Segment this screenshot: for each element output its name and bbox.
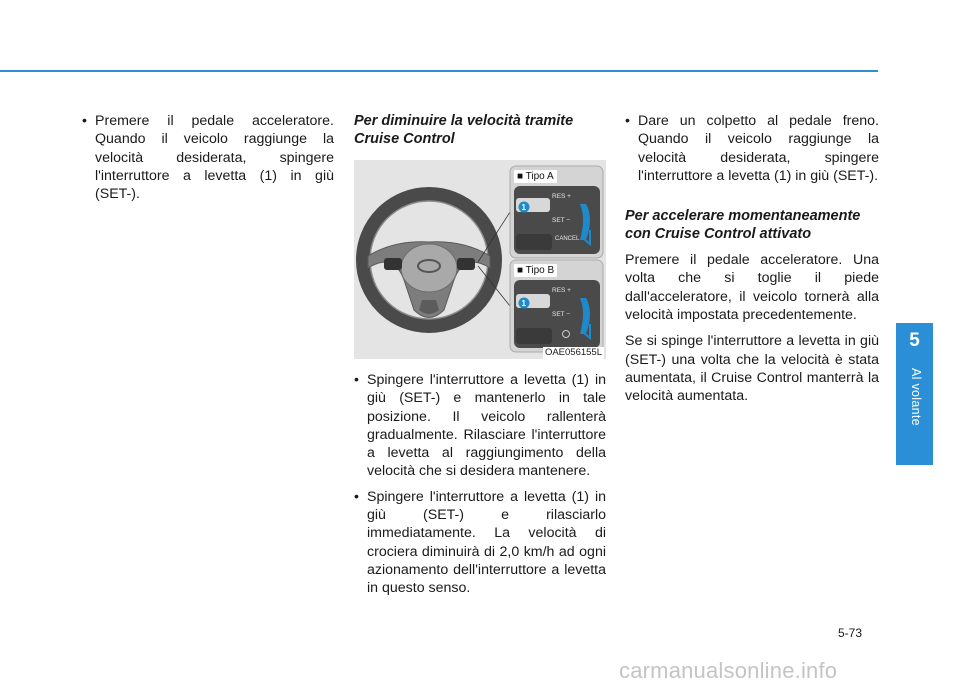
middle-bullet-2	[354, 488, 606, 598]
svg-text:1: 1	[521, 203, 526, 212]
chapter-title: Al volante	[909, 368, 923, 426]
right-bullet	[625, 112, 879, 185]
section-heading-accelerate: Per accelerare momentaneamente con Cruise Control attivato	[625, 208, 861, 243]
bullet-dot: •	[354, 372, 359, 388]
middle-bullet-1-text: Spingere l'interruttore a levetta (1) in giù (SET-) e mantenerlo in tale posizione. Il veicolo rallenterà gradualmente. Rilasciare l'interruttore a levetta al raggiungimento della velocità che si desidera mantenere.	[367, 372, 606, 480]
svg-text:RES +: RES +	[552, 193, 571, 200]
left-column	[82, 112, 334, 210]
svg-text:SET −: SET −	[552, 217, 571, 224]
steering-wheel-figure	[354, 160, 606, 359]
middle-bullet-1	[354, 371, 606, 481]
left-bullet-text: Premere il pedale acceleratore. Quando il veicolo raggiunge la velocità desiderata, spingere l'interruttore a levetta (1) in giù (SET-).	[95, 113, 334, 203]
figure-code: OAE056155L	[544, 347, 602, 358]
left-bullet	[82, 112, 334, 203]
tipo-b-label: ■ Tipo B	[514, 264, 557, 277]
bullet-dot: •	[625, 113, 630, 129]
svg-text:CANCEL: CANCEL	[555, 236, 580, 242]
right-bullet-text: Dare un colpetto al pedale freno. Quando il veicolo raggiunge la velocità desiderata, spingere l'interruttore a levetta (1) in giù (SET-).	[638, 113, 879, 184]
right-paragraph-2: Se si spinge l'interruttore a levetta in giù (SET-) una volta che la velocità è stata aumentata, il Cruise Control manterrà la velocità aumentata.	[625, 333, 879, 405]
bullet-dot: •	[354, 488, 359, 505]
bullet-dot: •	[82, 113, 87, 129]
middle-column	[354, 112, 606, 605]
steering-wheel-illustration	[354, 160, 606, 359]
middle-bullet-2-text: Spingere l'interruttore a levetta (1) in giù (SET-) e rilasciarlo immediatamente. La velocità di crociera diminuirà di 2,0 km/h ad ogni azionamento dell'interruttore a levetta in questo senso.	[367, 488, 606, 597]
svg-text:1: 1	[521, 299, 526, 308]
header-rule	[0, 70, 878, 72]
right-paragraph-1: Premere il pedale acceleratore. Una volta che si toglie il piede dall'acceleratore, il veicolo tornerà alla velocità impostata precedentemente.	[625, 252, 879, 324]
right-column	[625, 112, 879, 414]
steering-wheel	[363, 194, 495, 326]
chapter-number: 5	[909, 330, 920, 351]
page-number: 5-73	[838, 626, 863, 640]
svg-text:RES +: RES +	[552, 287, 571, 294]
section-heading-decrease: Per diminuire la velocità tramite Cruise Control	[354, 113, 574, 147]
tipo-a-label: ■ Tipo A	[514, 170, 557, 183]
svg-text:SET −: SET −	[552, 311, 571, 318]
watermark: carmanualsonline.info	[619, 658, 838, 683]
